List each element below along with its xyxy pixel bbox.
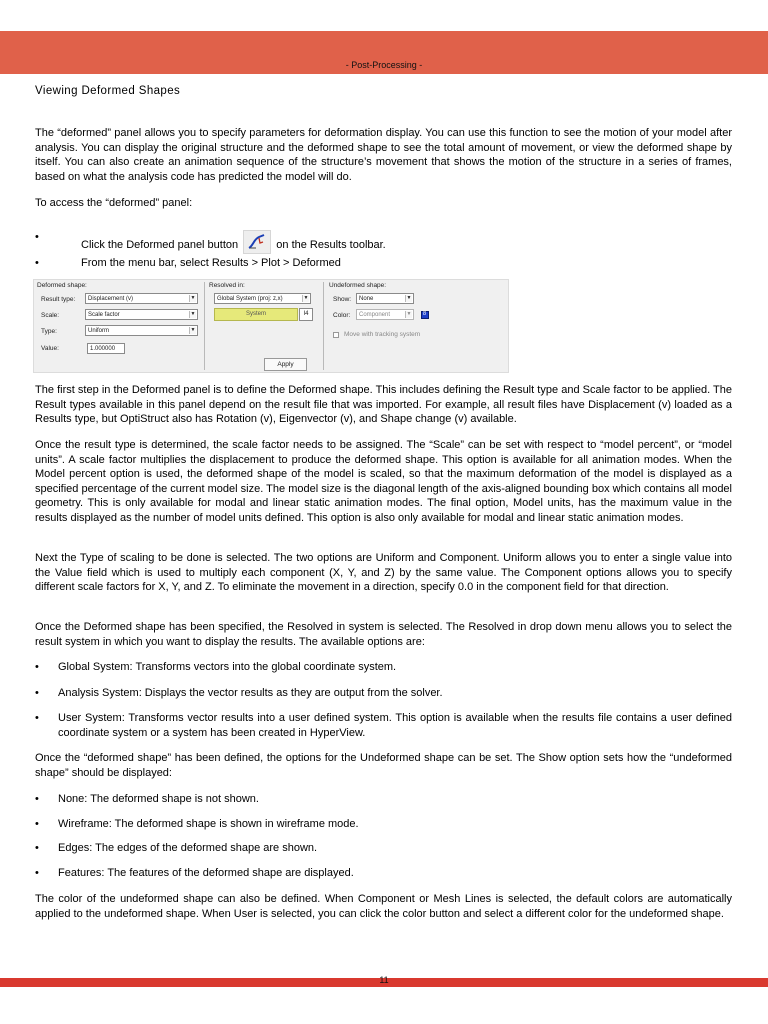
paragraph-resolved-in: Once the Deformed shape has been specified, the Resolved in system is selected. The Resolved in drop down menu allows you to select the result system in which you want to display the results. The available options are: (35, 621, 732, 648)
access-bullet-1-after: on the Results toolbar. (276, 239, 386, 251)
scale-dropdown[interactable] (85, 309, 198, 320)
access-intro: To access the “deformed” panel: (35, 197, 193, 209)
header-band (0, 31, 768, 74)
color-label: Color: (333, 312, 351, 319)
bullet-dot: • (35, 867, 39, 879)
type-dropdown[interactable] (85, 325, 198, 336)
bullet-dot: • (35, 818, 39, 830)
type-label: Type: (41, 328, 57, 335)
show-dropdown[interactable] (356, 293, 414, 304)
chevron-down-icon: ▼ (406, 295, 412, 301)
result-type-dropdown[interactable] (85, 293, 198, 304)
resolved-in-label: Resolved in: (209, 282, 245, 289)
tracking-label: Move with tracking system (344, 331, 421, 338)
chevron-down-icon: ▼ (406, 311, 412, 317)
value-input[interactable]: 1.000000 (87, 343, 125, 354)
bullet-dot: • (35, 661, 39, 673)
panel-divider (323, 282, 324, 370)
result-type-value: Displacement (v) (88, 296, 134, 302)
apply-button[interactable]: Apply (264, 358, 307, 371)
show-label: Show: (333, 296, 352, 303)
system-id-button[interactable]: I4 (299, 308, 313, 321)
section-title: Viewing Deformed Shapes (35, 85, 181, 97)
bullet-dot: • (35, 231, 39, 243)
bullet-dot: • (35, 712, 39, 724)
bullet-dot: • (35, 842, 39, 854)
chevron-down-icon: ▼ (190, 295, 196, 301)
deformed-panel (33, 279, 509, 373)
header-title: - Post-Processing - (345, 60, 423, 70)
show-value: None (359, 296, 374, 302)
bullet-dot: • (35, 793, 39, 805)
show-bullet-text: Features: The features of the deformed shape are displayed. (58, 867, 354, 879)
tracking-checkbox[interactable] (333, 332, 339, 338)
panel-divider (204, 282, 205, 370)
access-bullet-2-text: From the menu bar, select Results > Plot > Deformed (81, 257, 341, 269)
result-type-label: Result type: (41, 296, 76, 303)
system-bullet-text: User System: Transforms vector results into a user defined system. This option is available when the results file contains a user defined coordinate system or a system has been created in HyperView. (58, 712, 732, 739)
bullet-dot: • (35, 687, 39, 699)
access-bullet-1-before: Click the Deformed panel button (81, 239, 239, 251)
color-swatch-label: 8 (423, 311, 427, 317)
chevron-down-icon: ▼ (190, 311, 196, 317)
show-bullet-text: None: The deformed shape is not shown. (58, 793, 259, 805)
system-bullet-text: Analysis System: Displays the vector results as they are output from the solver. (58, 687, 443, 699)
scale-value: Scale factor (88, 312, 120, 318)
paragraph-result-type: The first step in the Deformed panel is to define the Deformed shape. This includes defining the Result type and Scale factor to be applied. The Result types available in this panel depend on the result file that was imported. For example, all result files have Displacement (v) loaded as a Results type, but OptiStruct also has Rotation (v), Eigenvector (v), and Shape change (v) available. (35, 384, 732, 426)
bullet-dot: • (35, 257, 39, 269)
type-value: Uniform (88, 328, 110, 334)
resolved-in-value: Global System (proj: z,x) (217, 296, 283, 302)
chevron-down-icon: ▼ (303, 295, 309, 301)
deformed-shape-label: Deformed shape: (37, 282, 87, 289)
value-label: Value: (41, 345, 59, 352)
paragraph-scaling-type: Next the Type of scaling to be done is selected. The two options are Uniform and Component. Uniform allows you to enter a single value into the Value field which is used to multiply each component (X, Y, and Z) by the same value. The Component options allows you to specify different scale factors for X, Y, and Z. To eliminate the movement in a direction, specify 0.0 in the component field for that direction. (35, 552, 732, 594)
system-bullet-text: Global System: Transforms vectors into the global coordinate system. (58, 661, 397, 673)
system-button[interactable]: System (214, 308, 298, 321)
chevron-down-icon: ▼ (190, 327, 196, 333)
undeformed-shape-label: Undeformed shape: (329, 282, 387, 289)
intro-paragraph: The “deformed” panel allows you to specify parameters for deformation display. You can use this function to see the motion of your model after analysis. You can display the original structure and the deformed shape to see the total amount of movement, or view the deformed shape by itself. You can also create an animation sequence of the structure’s movement that shows the motion of the structure in a series of frames, based on what the analysis code has predicted the model will do. (35, 127, 732, 183)
color-dropdown[interactable] (356, 309, 414, 320)
deformed-panel-icon[interactable] (243, 230, 271, 254)
page-number: 11 (379, 975, 389, 985)
paragraph-undeformed-color: The color of the undeformed shape can also be defined. When Component or Mesh Lines is selected, the default colors are automatically applied to the undeformed shape. When User is selected, you can click the color button and select a different color for the undeformed shape. (35, 893, 732, 920)
paragraph-scale-factor: Once the result type is determined, the scale factor needs to be assigned. The “Scale” can be set with respect to “model percent”, or “model units”. A scale factor multiplies the displacement to produce the deformed shape. This option is available for all animation modes. When the Model percent option is used, the deformed shape of the model is scaled, so that the maximum deformation of the model is displayed as a specified percentage of the current model size. The model size is the diagonal length of the axis-aligned bounding box which contains all model geometry. This is only available for modal and linear static animation modes. The final option, Model units, has the maximum value in the results displayed as the number of model units defined. This option is also only available for modal and linear static animation modes. (35, 439, 732, 524)
color-swatch-button[interactable] (421, 311, 429, 319)
paragraph-undeformed: Once the “deformed shape” has been defined, the options for the Undeformed shape can be set. The Show option sets how the “undeformed shape” should be displayed: (35, 752, 732, 779)
scale-label: Scale: (41, 312, 60, 319)
show-bullet-text: Wireframe: The deformed shape is shown in wireframe mode. (58, 818, 359, 830)
show-bullet-text: Edges: The edges of the deformed shape are shown. (58, 842, 318, 854)
resolved-in-dropdown[interactable] (214, 293, 311, 304)
color-value: Component (359, 312, 391, 318)
